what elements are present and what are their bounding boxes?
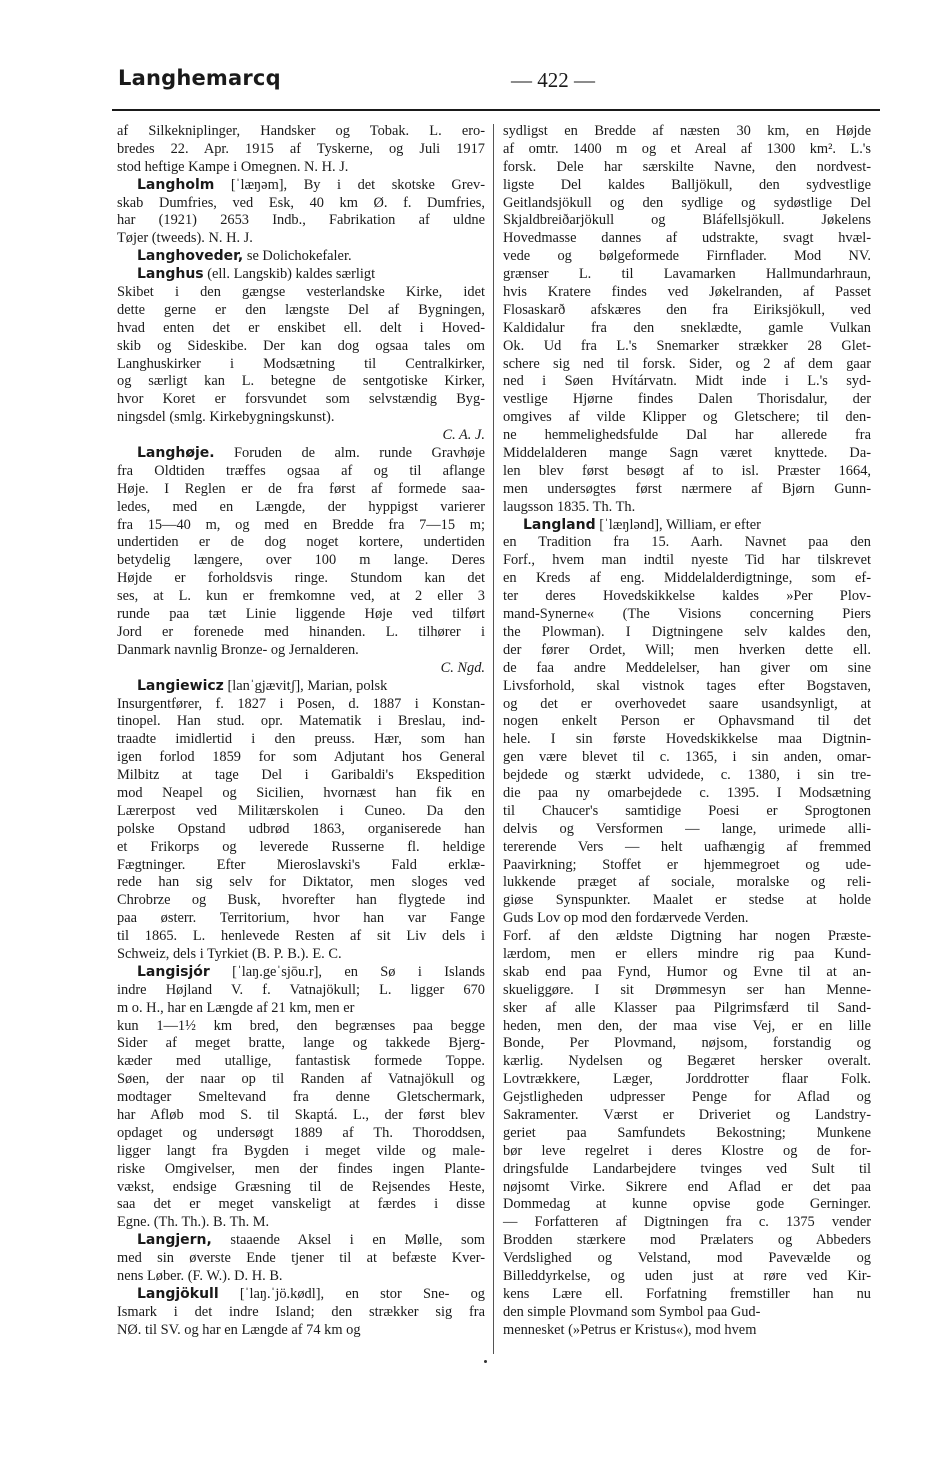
text-line: Sakramenter. Værst er Driveriet og Landstry- (503, 1106, 871, 1123)
text-line: men undersøgtes først nærmere af Bjørn Gunn- (503, 480, 871, 497)
text-line: forsk. Dele har særskilte Navne, den nordvest- (503, 158, 871, 175)
text-line: runde paa tæt Linie liggende Høje ved tilført (117, 606, 485, 623)
text-line: Billeddyrkelse, og uden just at røre ved Kir- (503, 1268, 871, 1284)
text-line: ned i Søen Hvítárvatn. Midt inde i L.'s syd- (503, 373, 871, 390)
left-column (117, 123, 485, 1340)
text-line: bør leve regelret i deres Klostre og de for- (503, 1142, 871, 1159)
text-line: betydelig længere, over 100 m lange. Deres (117, 552, 485, 569)
text-line: Kaldidalur fra den sneklædte, gamle Vulkan (503, 319, 871, 336)
text-line: Højde er forholdsvis ringe. Stundom kan det (117, 570, 485, 587)
text-line: Hovedmasse dannes af udstrakte, svagt hvæl- (503, 230, 871, 247)
text-line: kens Lære ell. Forfatning fremstiller han nu (503, 1285, 871, 1302)
headword: Langhoveder, (137, 248, 244, 265)
text-line: Langland [ˈlæŋlənd], William, er efter (523, 516, 761, 533)
text-line: schere sig ned til forsk. Sider, og 2 af dem gaar (503, 355, 871, 372)
page-header (118, 62, 860, 102)
text-line: Jord er forenede med hinanden. L. tilhører i (117, 623, 485, 640)
text-line: Fægtninger. Efter Mieroslavski's Fald erklæ- (117, 856, 485, 873)
text-line: omgives af vilde Klipper og Gletschere; til den- (503, 409, 871, 426)
text-line: fra 15—40 m, og med en Bredde fra 7—15 m; (117, 516, 485, 533)
headword: Langisjór (137, 963, 210, 980)
text-line: skib og Sideskibe. Der kan dog ogsaa tales om (117, 337, 485, 354)
text-line: den simple Plovmand som Symbol paa Gud- (503, 1303, 761, 1320)
text-line: ligste Del kaldes Balljökull, den sydvestlige (503, 176, 871, 193)
headword: Langland (523, 516, 596, 533)
text-line: Høje. I Reglen er de fra først af formede saa- (117, 480, 485, 497)
text-line: indre Højland V. f. Vatnajökull; L. ligger 670 (117, 981, 485, 998)
text-line: Langjökull [ˈlaŋ.ˈjö.kødl], en stor Sne- og (137, 1285, 485, 1302)
text-line: skueliggøre. I sit Drømmesyn ser han Menne- (503, 981, 871, 998)
text-line: Skjaldbreiðarjökull og Bláfellsjökull. Jøkelens (503, 212, 871, 229)
text-line: mennesket (»Petrus er Kristus«), mod hvem (503, 1321, 757, 1338)
text-line: lærdom, men er ellers mindre rig paa Kund- (503, 945, 871, 962)
text-line: Søen, der naar op til Randen af Vatnajökull og (117, 1071, 485, 1088)
text-line: stod heftige Kampe i Omegnen. N. H. J. (117, 158, 349, 175)
text-line: en Kreds af eng. Middelalderdigtninge, som ef- (503, 570, 871, 587)
text-line: Insurgentfører, f. 1827 i Posen, d. 1887 i Konstan- (117, 695, 485, 712)
text-line: Langiewicz [lanˈgjævitʃ], Marian, polsk (137, 677, 388, 694)
text-line: ne hemmelighedsfulde Dal har allerede fra (503, 427, 871, 444)
text-line: Ok. Ud fra L.'s Snemarker strækker 28 Glet- (503, 337, 871, 354)
text-line: Langisjór [ˈlaŋ.geˈsjōu.r], en Sø i Islands (137, 963, 485, 980)
text-line: gen være blevet til c. 1365, i sin anden, omar- (503, 749, 871, 766)
text-line: Langhuskirker i Modsætning til Centralkirker, (117, 355, 485, 372)
text-line: Sider af meget bratte, lange og takkede Bjerg- (117, 1035, 485, 1052)
text-line: Geitlandsjökull og den sydlige og sydøstlige Del (503, 194, 871, 211)
text-line: giøse Synspunkter. Maalet er stedse at holde (503, 892, 871, 909)
text-line: har (1921) 2653 Indb., Fabrikation af uldne (117, 212, 485, 229)
text-line: NØ. til SV. og har en Længde af 74 km og (117, 1321, 361, 1338)
text-line: med sin øverste Ende tjener til at befæste Kver- (117, 1250, 485, 1267)
text-line: hvad enten det er enskibet ell. delt i Hoved- (117, 319, 485, 336)
text-line: sker af alle Klasser paa Pilgrimsfærd til Sand- (503, 999, 871, 1016)
text-line: Guds Lov op mod den fordærvede Verden. (503, 910, 749, 927)
text-line: fra Oldtiden træffes ogsaa af og til aflange (117, 462, 485, 479)
text-line: Gejstligheden udpresser Penge for Aflad og (503, 1089, 871, 1106)
text-line: til 1865. L. henlevede Resten af sit Liv dels i (117, 928, 485, 945)
text-line: en Tradition fra 15. Aarh. Navnet paa den (503, 534, 871, 551)
text-line: Dommedag at kunne opvise gode Gerninger. (503, 1196, 871, 1213)
text-line: vede og bølgeformede Firnflader. Mod NV. (503, 248, 871, 265)
text-line: og særligt kan L. betegne de sentgotiske Kirker, (117, 373, 485, 390)
text-line: tererende Vers — helt uafhængig af fremmed (503, 838, 871, 855)
text-line: til Chaucer's samtidige Poesi er Sprogtonen (503, 802, 871, 819)
text-line: Brodden stærkere mod Prælaters og Abbeders (503, 1232, 871, 1249)
text-line: nøjsomt Virke. Sikrere end Aflad er det paa (503, 1178, 871, 1195)
headword: Langholm (137, 176, 215, 193)
text-line: ledes, med en Længde, der hyppigst varierer (117, 498, 485, 515)
text-line: Bonde, Per Plovmand, nøjsom, forstandig og (503, 1035, 871, 1052)
text-line: ligger langt fra Bygden i meget vilde og male- (117, 1142, 485, 1159)
text-line: skab end paa Fynd, Humor og Evne til at an- (503, 963, 871, 980)
text-line: hele. I sin første Hovedskikkelse maa Digtnin- (503, 731, 871, 748)
text-line: m o. H., har en Længde af 21 km, men er (117, 999, 355, 1016)
text-line: Egne. (Th. Th.). B. Th. M. (117, 1214, 270, 1231)
headword: Langhøje. (137, 445, 215, 462)
page-number: — 422 — (511, 68, 595, 92)
text-line: ter deres Hovedskikkelse kaldes »Per Plov- (503, 588, 871, 605)
headword: Langhus (137, 266, 204, 283)
text-line: har Afløb mod S. til Skaptá. L., der først blev (117, 1106, 485, 1123)
text-line: vestlige Hjørne findes Dalen Thorisdalur, der (503, 391, 871, 408)
text-line: bredes 22. Apr. 1915 af Tyskerne, og Juli 1917 (117, 140, 485, 157)
text-line: sydligst en Bredde af næsten 30 km, en Højde (503, 123, 871, 139)
text-line: Forf., hvem man indtil nyeste Tid har tilskrevet (503, 552, 871, 569)
text-line: Langjern, staaende Aksel i en Mølle, som (137, 1232, 485, 1249)
text-line: af Silkekniplinger, Handsker og Tobak. L. ero- (117, 123, 485, 139)
text-line: mod Neapel og Sicilien, hvornæst han fik en (117, 784, 485, 801)
text-line: opdaget og undersøgt 1889 af Th. Thoroddsen, (117, 1124, 485, 1141)
text-line: grænser L. til Lavamarken Hallmundarhraun, (503, 266, 871, 283)
text-line: Livsforhold, skal vistnok tages efter Bogstaven, (503, 677, 871, 694)
text-line: Langhoveder, se Dolichokefaler. (137, 248, 352, 265)
text-line: riske Omgivelser, men der findes ingen Plante- (117, 1160, 485, 1177)
text-line: Langhus (ell. Langskib) kaldes særligt (137, 266, 376, 283)
text-line: af omtr. 1400 m og et Areal af 1300 km². L.'s (503, 140, 871, 157)
text-line: Flosaskarð afskæres den fra Eiriksjökull, ved (503, 301, 871, 318)
text-line: laugsson 1835. Th. Th. (503, 498, 636, 515)
text-line: hvor Koret er forsvundet som selvstændig Byg- (117, 391, 485, 408)
text-line: et Frikorps og leverede Russerne fl. heldige (117, 838, 485, 855)
text-line: lukkende præget af sociale, moralske og reli- (503, 874, 871, 891)
text-line: polske Opstand udbrød 1863, organiserede han (117, 820, 485, 837)
text-line: Chrobrze og Busk, hvorefter han flygtede ind (117, 892, 485, 909)
running-head: Langhemarcq (118, 66, 281, 90)
header-rule (112, 109, 880, 111)
text-line: og det er overhovedet saare usandsynligt, at (503, 695, 871, 712)
text-line: len blev først besøgt af to isl. Præster 1664, (503, 462, 871, 479)
text-line: nogen enkelt Person er Ophavsmand til det (503, 713, 871, 730)
text-line: rede han sig selv for Diktator, men sloges ved (117, 874, 485, 891)
text-line: bejdede og stærkt udvidede, c. 1380, i sin tre- (503, 767, 871, 784)
text-line: Tøjer (tweeds). N. H. J. (117, 230, 253, 247)
text-line: skab Dumfries, ved Esk, 40 km Ø. f. Dumfries, (117, 194, 485, 211)
text-line: C. A. J. (442, 427, 485, 444)
headword: Langjökull (137, 1285, 219, 1302)
text-line: Milbitz at tage Del i Garibaldi's Ekspedition (117, 767, 485, 784)
headword: Langiewicz (137, 677, 224, 694)
text-line: Langhøje. Foruden de alm. runde Gravhøje (137, 445, 485, 462)
text-line: igen forlod 1859 for som Adjutant hos General (117, 749, 485, 766)
text-line: traadte imidlertid i den preuss. Hær, som han (117, 731, 485, 748)
text-line: kæder med utallige, fantastisk formede Toppe. (117, 1053, 485, 1070)
text-line: Lovtrækkere, Læger, Jorddrotter flaar Folk. (503, 1071, 871, 1088)
text-line: Lærerpost ved Militærskolen i Cuneo. Da den (117, 802, 485, 819)
text-line: vækst, endsige Græsning til de Rejsendes Heste, (117, 1178, 485, 1195)
text-line: Danmark navnlig Bronze- og Jernalderen. (117, 641, 359, 658)
text-line: mand-Synerne« (The Visions concerning Piers (503, 606, 871, 623)
text-line: Forf. af den ældste Digtning har nogen Præste- (503, 928, 871, 945)
text-line: ningsdel (smlg. Kirkebygningskunst). (117, 409, 335, 426)
headword: Langjern, (137, 1232, 212, 1249)
text-line: undertiden er de dog noget kortere, undertiden (117, 534, 485, 551)
text-line: Skibet i den gængse vesterlandske Kirke, idet (117, 284, 485, 301)
text-line: Paavirkning; Stoffet er hjemmegroet og ude- (503, 856, 871, 873)
right-column (503, 123, 871, 1340)
column-divider (493, 124, 494, 1354)
text-line: saa det er meget vanskeligt at færdes i disse (117, 1196, 485, 1213)
text-line: ses, at L. kun er fremkomne ved, at 2 eller 3 (117, 588, 485, 605)
text-line: dringsfulde Landarbejdere tvinges ved Sult til (503, 1160, 871, 1177)
text-line: hvis Kratere findes ved Jøkelranden, af Passet (503, 284, 871, 301)
text-line: heden, men den, der maa vise Vej, er en lille (503, 1017, 871, 1034)
text-line: die paa ny omarbejdede c. 1395. I Modsætning (503, 784, 871, 801)
text-line: de faa andre Meddelelser, han giver om sine (503, 659, 871, 676)
text-line: delvis og Versformen — lange, urimede alli- (503, 820, 871, 837)
text-line: Langholm [ˈlæŋəm], By i det skotske Grev- (137, 176, 485, 193)
text-line: tinopel. Han stud. opr. Matematik i Breslau, ind- (117, 713, 485, 730)
text-line: — Forfatteren af Digtningen fra c. 1375 vender (503, 1214, 871, 1231)
text-line: dette gerne er den længste Del af Bygningen, (117, 301, 485, 318)
text-line: the Plowman). I Digtningene selv kaldes den, (503, 623, 871, 640)
text-line: Verdslighed og Velstand, mod Pavevælde og (503, 1250, 871, 1267)
text-line: paa østerr. Territorium, hvor han var Fange (117, 910, 485, 927)
text-line: Schweiz, dels i Tyrkiet (B. P. B.). E. C. (117, 945, 342, 962)
page-mark (484, 1360, 487, 1363)
text-line: Middelalderen mange Sagn været knyttede. Da- (503, 445, 871, 462)
text-line: Ismark i det indre Island; den strækker sig fra (117, 1303, 485, 1320)
text-line: modtager Smeltevand fra denne Gletschermark, (117, 1089, 485, 1106)
text-line: C. Ngd. (440, 659, 485, 676)
text-line: geriet paa Samfundets Bekostning; Munkene (503, 1124, 871, 1141)
text-line: kærlig. Nydelsen og Begæret hersker overalt. (503, 1053, 871, 1070)
text-line: der fører Ordet, Will; men hverken dette ell. (503, 641, 871, 658)
text-line: kun 1—1½ km bred, den begrænses paa begge (117, 1017, 485, 1034)
text-line: nens Løber. (F. W.). D. H. B. (117, 1268, 283, 1284)
